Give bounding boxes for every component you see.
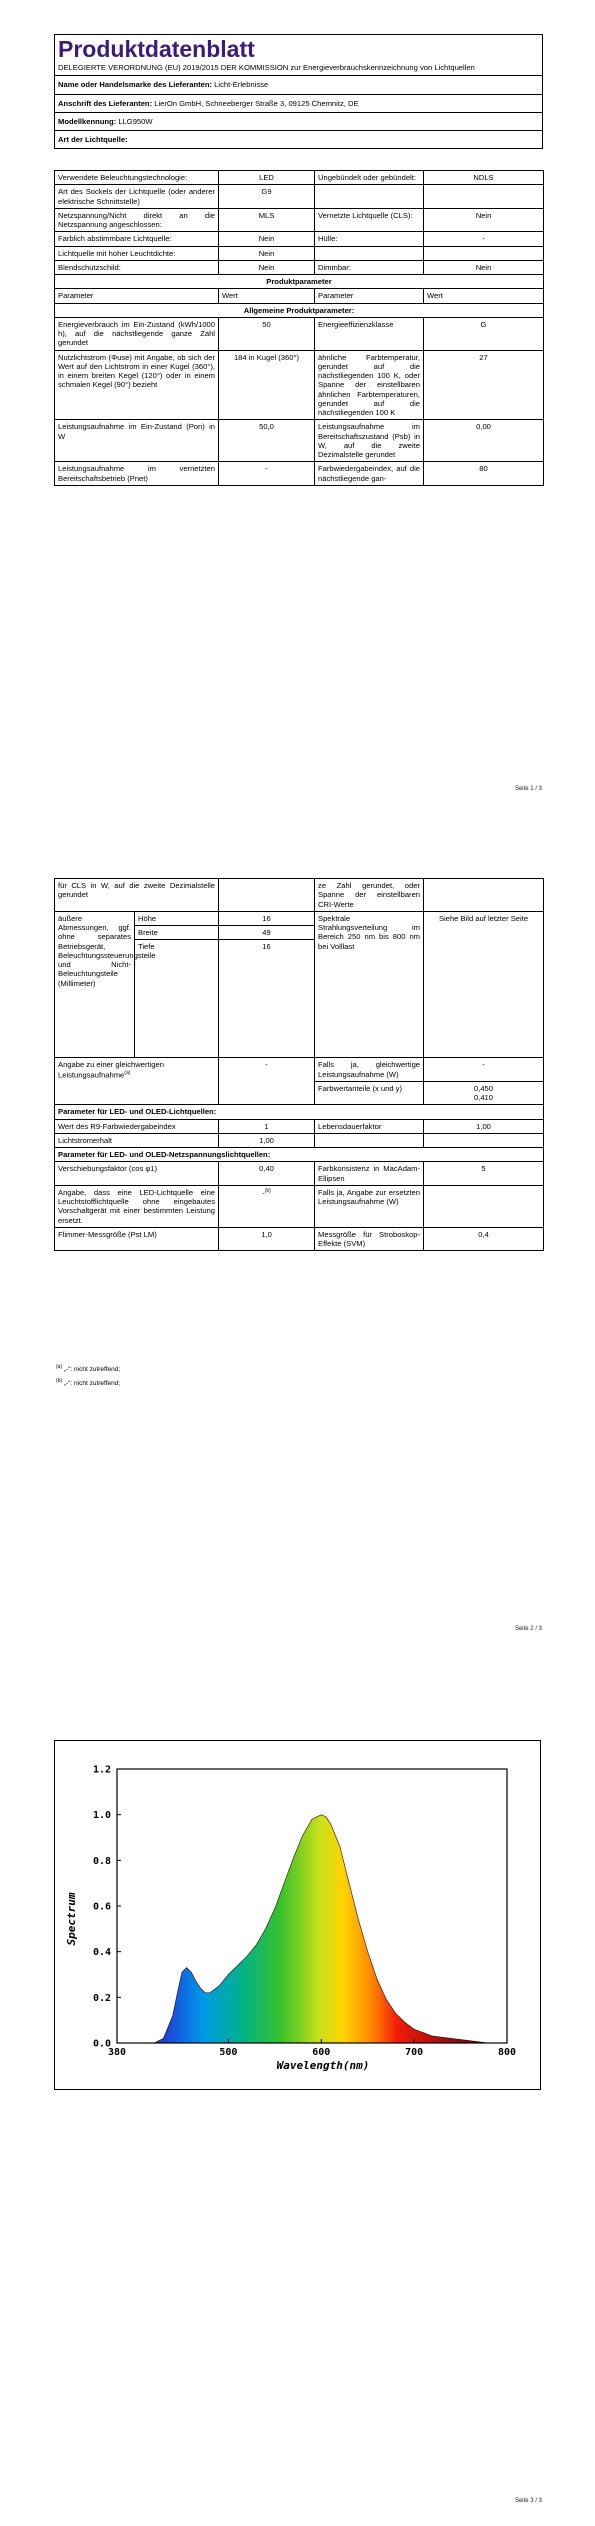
y-tick-label: 0.2 (92, 1992, 111, 2004)
param-label: Energieverbrauch im Ein-Zustand (kWh/1000 h), auf die nächstliegende ganze Zahl gerundet (55, 317, 219, 350)
section-row (55, 1105, 544, 1119)
section-title: Allgemeine Produktparameter: (55, 303, 544, 317)
footnotes (56, 1363, 120, 1390)
y-tick-label: 0.6 (92, 1901, 111, 1913)
light-source-type-table (54, 170, 544, 486)
table-row (55, 1185, 544, 1227)
param-value: 0,4 (424, 1227, 544, 1251)
param-label: Falls ja, gleichwertige Leistungsaufnahme (W) (315, 1058, 424, 1082)
chart-marks (117, 1769, 507, 2043)
param-value: MLS (219, 208, 315, 232)
spectrum-chart-frame (54, 1740, 541, 2090)
section-title: Parameter für LED- und OLED-Lichtquellen: (55, 1105, 544, 1119)
param-value: 1 (219, 1119, 315, 1133)
param-value: 0,00 (424, 420, 544, 462)
dimension-name: Höhe (135, 911, 219, 925)
param-label: Energieeffizienzklasse (315, 317, 424, 350)
param-value: 1,00 (219, 1133, 315, 1147)
table-row (55, 1227, 544, 1251)
footnote-a-text: „-“: nicht zutreffend; (63, 1366, 121, 1374)
param-label (55, 1058, 219, 1105)
param-label: Lebensdauerfaktor (315, 1119, 424, 1133)
brand-label: Name oder Handelsmarke des Lieferanten: (58, 80, 213, 90)
param-value: Nein (219, 246, 315, 260)
param-label: Hülle: (315, 232, 424, 246)
column-header: Wert (219, 289, 315, 303)
x-tick-label: 800 (497, 2047, 517, 2058)
empty-cell (424, 1133, 544, 1147)
table-row (55, 1162, 544, 1186)
param-label: Spektrale Strahlungsverteilung im Bereich 250 nm bis 800 nm bei Volllast (315, 911, 424, 1058)
type-label: Art der Lichtquelle: (58, 135, 128, 144)
dimension-value: 16 (219, 940, 315, 1058)
empty-cell (424, 185, 544, 209)
empty-cell (424, 879, 544, 912)
table-row (55, 462, 544, 486)
chroma-y: 0,410 (474, 1093, 494, 1102)
param-label: ähnliche Farbtemperatur, gerundet auf die nächstliegenden 100 K, oder Spanne der einstellbaren ähnlichen Farbtemperaturen, gerundet auf die nächstliegenden 100 K (315, 350, 424, 420)
value-text: - (262, 1188, 265, 1198)
param-value: Nein (219, 232, 315, 246)
table-row (55, 260, 544, 274)
footnote-marker: (b) (264, 1187, 271, 1194)
param-label: Farblich abstimmbare Lichtquelle: (55, 232, 219, 246)
section-title: Parameter für LED- und OLED-Netzspannungslichtquellen: (55, 1148, 544, 1162)
x-tick-label: 380 (107, 2047, 127, 2058)
page-number: Seite 2 / 3 (514, 1626, 542, 1632)
table-row (55, 879, 544, 912)
y-tick-label: 1.2 (92, 1764, 111, 1776)
param-label: Farbwertanteile (x und y) (315, 1081, 424, 1105)
param-value: - (424, 232, 544, 246)
param-value: - (219, 462, 315, 486)
param-value: 0,40 (219, 1162, 315, 1186)
table-row (55, 232, 544, 246)
param-value: Nein (219, 260, 315, 274)
param-label: Art des Sockels der Lichtquelle (oder anderer elektrische Schnittstelle) (55, 185, 219, 209)
section-title: Produktparameter (55, 275, 544, 289)
dimensions-label: äußere Abmessungen, ggf. ohne separates Betriebsgerät, Beleuchtungssteuerungsteile und Nicht-Beleuchtungsteile (Millimeter) (55, 911, 135, 1058)
param-label: ze Zahl gerundet, oder Spanne der einstellbaren CRI-Werte (315, 879, 424, 912)
column-header-row (55, 289, 544, 303)
param-value: 80 (424, 462, 544, 486)
param-value: 184 in Kugel (360°) (219, 350, 315, 420)
spectrum-area (117, 1815, 507, 2043)
address-line (55, 95, 542, 113)
x-tick-label: 500 (219, 2047, 238, 2058)
empty-cell (424, 246, 544, 260)
param-label: Wert des R9-Farbwiedergabeindex (55, 1119, 219, 1133)
title-block (55, 35, 542, 76)
footnote-b-mark: (b) (56, 1377, 63, 1384)
footnote-marker: (a) (124, 1069, 131, 1076)
param-label: Lichtquelle mit hoher Leuchtdichte: (55, 246, 219, 260)
page-3 (0, 1650, 595, 2526)
model-line (55, 113, 542, 131)
table-row (55, 317, 544, 350)
param-label: Falls ja, Angabe zur ersetzten Leistungsaufnahme (W) (315, 1185, 424, 1227)
y-tick-label: 0.0 (92, 2038, 111, 2050)
y-tick-label: 0.4 (92, 1947, 111, 1959)
param-label: Farbkonsistenz in MacAdam-Ellipsen (315, 1162, 424, 1186)
column-header: Parameter (315, 289, 424, 303)
param-label: Lichtstromerhalt (55, 1133, 219, 1147)
param-value: Nein (424, 208, 544, 232)
equiv-label: Angabe zu einer gleichwertigen Leistungsaufnahme (58, 1060, 164, 1080)
param-label: Blendschutzschild: (55, 260, 219, 274)
section-row (55, 303, 544, 317)
param-label: Ungebündelt oder gebündelt: (315, 171, 424, 185)
table-row (55, 171, 544, 185)
x-axis-label: Wavelength(nm) (276, 2059, 370, 2072)
empty-cell (315, 185, 424, 209)
y-tick-label: 1.0 (92, 1810, 111, 1822)
footnote-a-mark: (a) (56, 1364, 63, 1370)
x-tick-label: 600 (312, 2047, 331, 2058)
param-label: Verschiebungsfaktor (cos φ1) (55, 1162, 219, 1186)
param-value: 1,0 (219, 1227, 315, 1251)
param-value: Nein (424, 260, 544, 274)
param-value: G9 (219, 185, 315, 209)
param-label: Nutzlichtstrom (Φuse) mit Angabe, ob sich der Wert auf den Lichtstrom in einer Kugel (360°), in einem breiten Kegel (120°) oder in einem schmalen Kegel (90°) bezieht (55, 350, 219, 420)
dimension-value: 16 (219, 911, 315, 925)
type-line (55, 131, 542, 148)
table-row (55, 1058, 544, 1082)
param-value: 27 (424, 350, 544, 420)
document-header (54, 34, 543, 149)
param-value: - (424, 1058, 544, 1082)
table-row (55, 208, 544, 232)
param-label: Leistungsaufnahme im vernetzten Bereitschaftsbetrieb (Pnet) (55, 462, 219, 486)
spectrum-chart (55, 1741, 542, 2091)
page-1 (0, 0, 595, 808)
page-number: Seite 3 / 3 (514, 2498, 542, 2504)
param-label: Flimmer-Messgröße (Pst LM) (55, 1227, 219, 1251)
param-value: LED (219, 171, 315, 185)
param-label: Netzspannung/Nicht direkt an die Netzspannung angeschlossen: (55, 208, 219, 232)
param-label: Angabe, dass eine LED-Lichtquelle eine Leuchtstofflichtquelle ohne eingebautes Vorschaltgerät mit einer bestimmten Leistung ersetzt. (55, 1185, 219, 1227)
y-tick-label: 0.8 (92, 1855, 111, 1867)
section-row (55, 275, 544, 289)
address-value: LierOn GmbH, Schneeberger Straße 3, 09125 Chemnitz, DE (154, 98, 359, 108)
dimension-name: Breite (135, 926, 219, 940)
param-label: Leistungsaufnahme im Bereitschaftszustand (Psb) in W, auf die zweite Dezimalstelle gerundet (315, 420, 424, 462)
page-2 (0, 808, 595, 1650)
footnote-b-text: „-“: nicht zutreffend; (63, 1379, 121, 1387)
param-value: NDLS (424, 171, 544, 185)
param-label: Vernetzte Lichtquelle (CLS): (315, 208, 424, 232)
param-value: 1,00 (424, 1119, 544, 1133)
document-title: Produktdatenblatt (58, 36, 255, 62)
param-label: für CLS in W, auf die zweite Dezimalstelle gerundet (55, 879, 219, 912)
empty-cell (219, 879, 315, 912)
table-row (55, 911, 544, 925)
table-row (55, 420, 544, 462)
param-value: Siehe Bild auf letzter Seite (424, 911, 544, 1058)
footnote-b (56, 1377, 120, 1391)
table-row (55, 350, 544, 420)
dimension-value: 49 (219, 926, 315, 940)
brand-value: Licht-Erlebnisse (214, 80, 269, 90)
param-value: - (219, 1058, 315, 1105)
x-tick-label: 700 (405, 2047, 424, 2058)
table-row (55, 185, 544, 209)
column-header: Wert (424, 289, 544, 303)
empty-cell (315, 246, 424, 260)
brand-line (55, 76, 542, 94)
param-value (219, 1185, 315, 1227)
model-value: LLG950W (118, 116, 153, 126)
param-value (424, 1185, 544, 1227)
empty-cell (315, 1133, 424, 1147)
column-header: Parameter (55, 289, 219, 303)
chroma-x: 0,450 (474, 1083, 494, 1093)
y-axis-label: Spectrum (65, 1892, 78, 1946)
param-label: Leistungsaufnahme im Ein-Zustand (Pon) in W (55, 420, 219, 462)
footnote-a (56, 1363, 120, 1377)
continued-params-table (54, 878, 544, 1251)
table-row (55, 246, 544, 260)
param-label: Verwendete Beleuchtungstechnologie: (55, 171, 219, 185)
dimension-name: Tiefe (135, 940, 219, 1058)
table-row (55, 1119, 544, 1133)
page-number: Seite 1 / 3 (514, 786, 542, 792)
address-label: Anschrift des Lieferanten: (58, 98, 153, 108)
param-label: Farbwiedergabeindex, auf die nächstliegende gan- (315, 462, 424, 486)
param-value (424, 1081, 544, 1105)
model-label: Modellkennung: (58, 116, 117, 126)
document-subtitle: DELEGIERTE VERORDNUNG (EU) 2019/2015 DER KOMMISSION zur Energieverbrauchskennzeichnung von Lichtquellen (58, 63, 475, 72)
section-row (55, 1148, 544, 1162)
param-value: 50 (219, 317, 315, 350)
param-value: 50,0 (219, 420, 315, 462)
param-label: Messgröße für Stroboskop-Effekte (SVM) (315, 1227, 424, 1251)
table-row (55, 1133, 544, 1147)
param-label: Dimmbar: (315, 260, 424, 274)
param-value: 5 (424, 1162, 544, 1186)
param-value: G (424, 317, 544, 350)
